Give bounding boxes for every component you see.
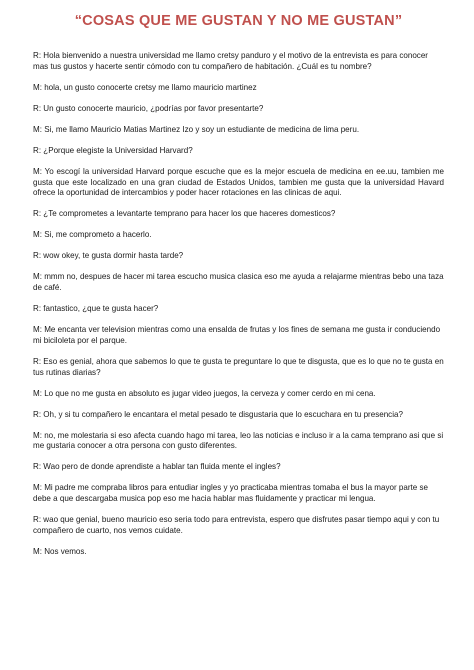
speaker-label: R [33, 462, 39, 472]
dialogue-text: no, me molestaria si eso afecta cuando hago mi tarea, leo las noticias e incluso ir a la cama temprano asi que si me gustaria conocer a otra persona con gusto diferentes. [33, 430, 444, 451]
document-title: “COSAS QUE ME GUSTAN Y NO ME GUSTAN” [74, 13, 403, 29]
dialogue-line [33, 357, 444, 379]
speaker-label: M [33, 166, 40, 176]
speaker-label: R [33, 209, 39, 219]
speaker-label: M [33, 546, 40, 556]
speaker-separator: : [39, 124, 45, 134]
speaker-separator: : [38, 304, 44, 314]
dialogue-text: Un gusto conocerte mauricio, ¿podrías por favor presentarte? [43, 103, 264, 113]
speaker-separator: : [38, 145, 44, 155]
dialogue-line [33, 410, 444, 421]
dialogue-text: ¿Porque elegiste la Universidad Harvard? [43, 145, 193, 155]
dialogue-line [33, 167, 444, 199]
dialogue-text: ¿Te comprometes a levantarte temprano para hacer los que haceres domesticos? [43, 209, 336, 219]
speaker-label: R [33, 515, 39, 525]
dialogue-text: Yo escogí la universidad Harvard porque escuche que es la mejor escuela de medicina en ee.uu, tambien me gusta que este localizado en una gran ciudad de Estados Unidos, tambien me gusta que la universidad Havard ofrece la oportunidad de intercambios y poder hacer rotaciones en las clinicas de aqui. [33, 166, 444, 198]
dialogue-text: Si, me comprometo a hacerlo. [44, 230, 152, 240]
speaker-separator: : [38, 103, 44, 113]
dialogue-line [33, 325, 444, 347]
dialogue-line [33, 304, 444, 315]
dialogue-line [33, 251, 444, 262]
speaker-separator: : [38, 409, 44, 419]
dialogue-text: Hola bienvenido a nuestra universidad me llamo cretsy panduro y el motivo de la entrevista es para conocer mas tus gustos y hacerte sentir cómodo con tu compañero de habitación. ¿Cuál es tu nombre? [33, 51, 428, 71]
dialogue-line [33, 230, 444, 241]
dialogue-text: Oh, y si tu compañero le encantara el metal pesado te disgustaria que lo escuchara en tu presencia? [43, 409, 403, 419]
speaker-label: M [33, 124, 40, 134]
dialogue-line [33, 515, 444, 537]
speaker-separator: : [39, 430, 45, 440]
dialogue-line [33, 209, 444, 220]
dialogue-text: Mi padre me compraba libros para entudiar ingles y yo practicaba mientras tomaba el bus la mayor parte se debe a que descargaba musica pop eso me hacia hablar mas fluidamente y practicar mi lengua. [33, 483, 428, 504]
dialogue-line [33, 83, 444, 94]
dialogue-text: fantastico, ¿que te gusta hacer? [43, 304, 159, 314]
dialogue-text: Lo que no me gusta en absoluto es jugar video juegos, la cerveza y comer cerdo en mi cena. [44, 388, 376, 398]
speaker-separator: : [39, 546, 45, 556]
speaker-separator: : [38, 209, 44, 219]
speaker-separator: : [38, 462, 44, 472]
speaker-separator: : [38, 251, 44, 261]
speaker-label: R [33, 356, 39, 366]
speaker-label: R [33, 145, 39, 155]
dialogue-text: Nos vemos. [44, 546, 87, 556]
speaker-label: M [33, 325, 40, 335]
speaker-separator: : [39, 388, 45, 398]
speaker-separator: : [39, 82, 45, 92]
dialogue-line [33, 431, 444, 453]
speaker-separator: : [38, 515, 44, 525]
speaker-separator: : [39, 272, 45, 282]
speaker-label: R [33, 304, 39, 314]
dialogue-line [33, 462, 444, 473]
dialogue-line [33, 125, 444, 136]
dialogue-text: Eso es genial, ahora que sabemos lo que te gusta te preguntare lo que te disgusta, que es lo que no te gusta en tus rutinas diarias? [33, 356, 444, 377]
dialogue-line [33, 389, 444, 400]
dialogue-text: Me encanta ver television mientras como una ensalda de frutas y los fines de semana me gusta ir conduciendo mi biciloleta por el parque. [33, 325, 441, 345]
dialogue-line [33, 483, 444, 505]
speaker-separator: : [39, 166, 45, 176]
speaker-label: R [33, 409, 39, 419]
speaker-label: M [33, 430, 40, 440]
dialogue-text: Si, me llamo Mauricio Matias Martinez Izo y soy un estudiante de medicina de lima peru. [44, 124, 360, 134]
speaker-label: M [33, 82, 40, 92]
dialogue-text: Wao pero de donde aprendiste a hablar tan fluida mente el ingles? [43, 462, 281, 472]
interview-dialogue [33, 51, 444, 558]
dialogue-text: mmm no, despues de hacer mi tarea escucho musica clasica eso me ayuda a relajarme mientras bebo una taza de café. [33, 272, 444, 293]
dialogue-line [33, 547, 444, 558]
speaker-label: M [33, 388, 40, 398]
speaker-label: M [33, 230, 40, 240]
dialogue-line [33, 51, 444, 73]
speaker-separator: : [39, 483, 45, 493]
dialogue-text: wao que genial, bueno mauricio eso seria todo para entrevista, espero que disfrutes pasar tiempo aqui y con tu compañero de cuarto, nos vemos cuidate. [33, 515, 440, 535]
speaker-separator: : [39, 325, 45, 335]
dialogue-line [33, 272, 444, 294]
speaker-label: R [33, 103, 39, 113]
speaker-separator: : [38, 51, 44, 60]
speaker-label: M [33, 483, 40, 493]
speaker-label: R [33, 251, 39, 261]
dialogue-line [33, 104, 444, 115]
dialogue-line [33, 146, 444, 157]
speaker-separator: : [39, 230, 45, 240]
speaker-label: M [33, 272, 40, 282]
dialogue-text: wow okey, te gusta dormir hasta tarde? [43, 251, 184, 261]
dialogue-text: hola, un gusto conocerte cretsy me llamo mauricio martinez [44, 82, 257, 92]
speaker-separator: : [38, 356, 44, 366]
speaker-label: R [33, 51, 39, 60]
